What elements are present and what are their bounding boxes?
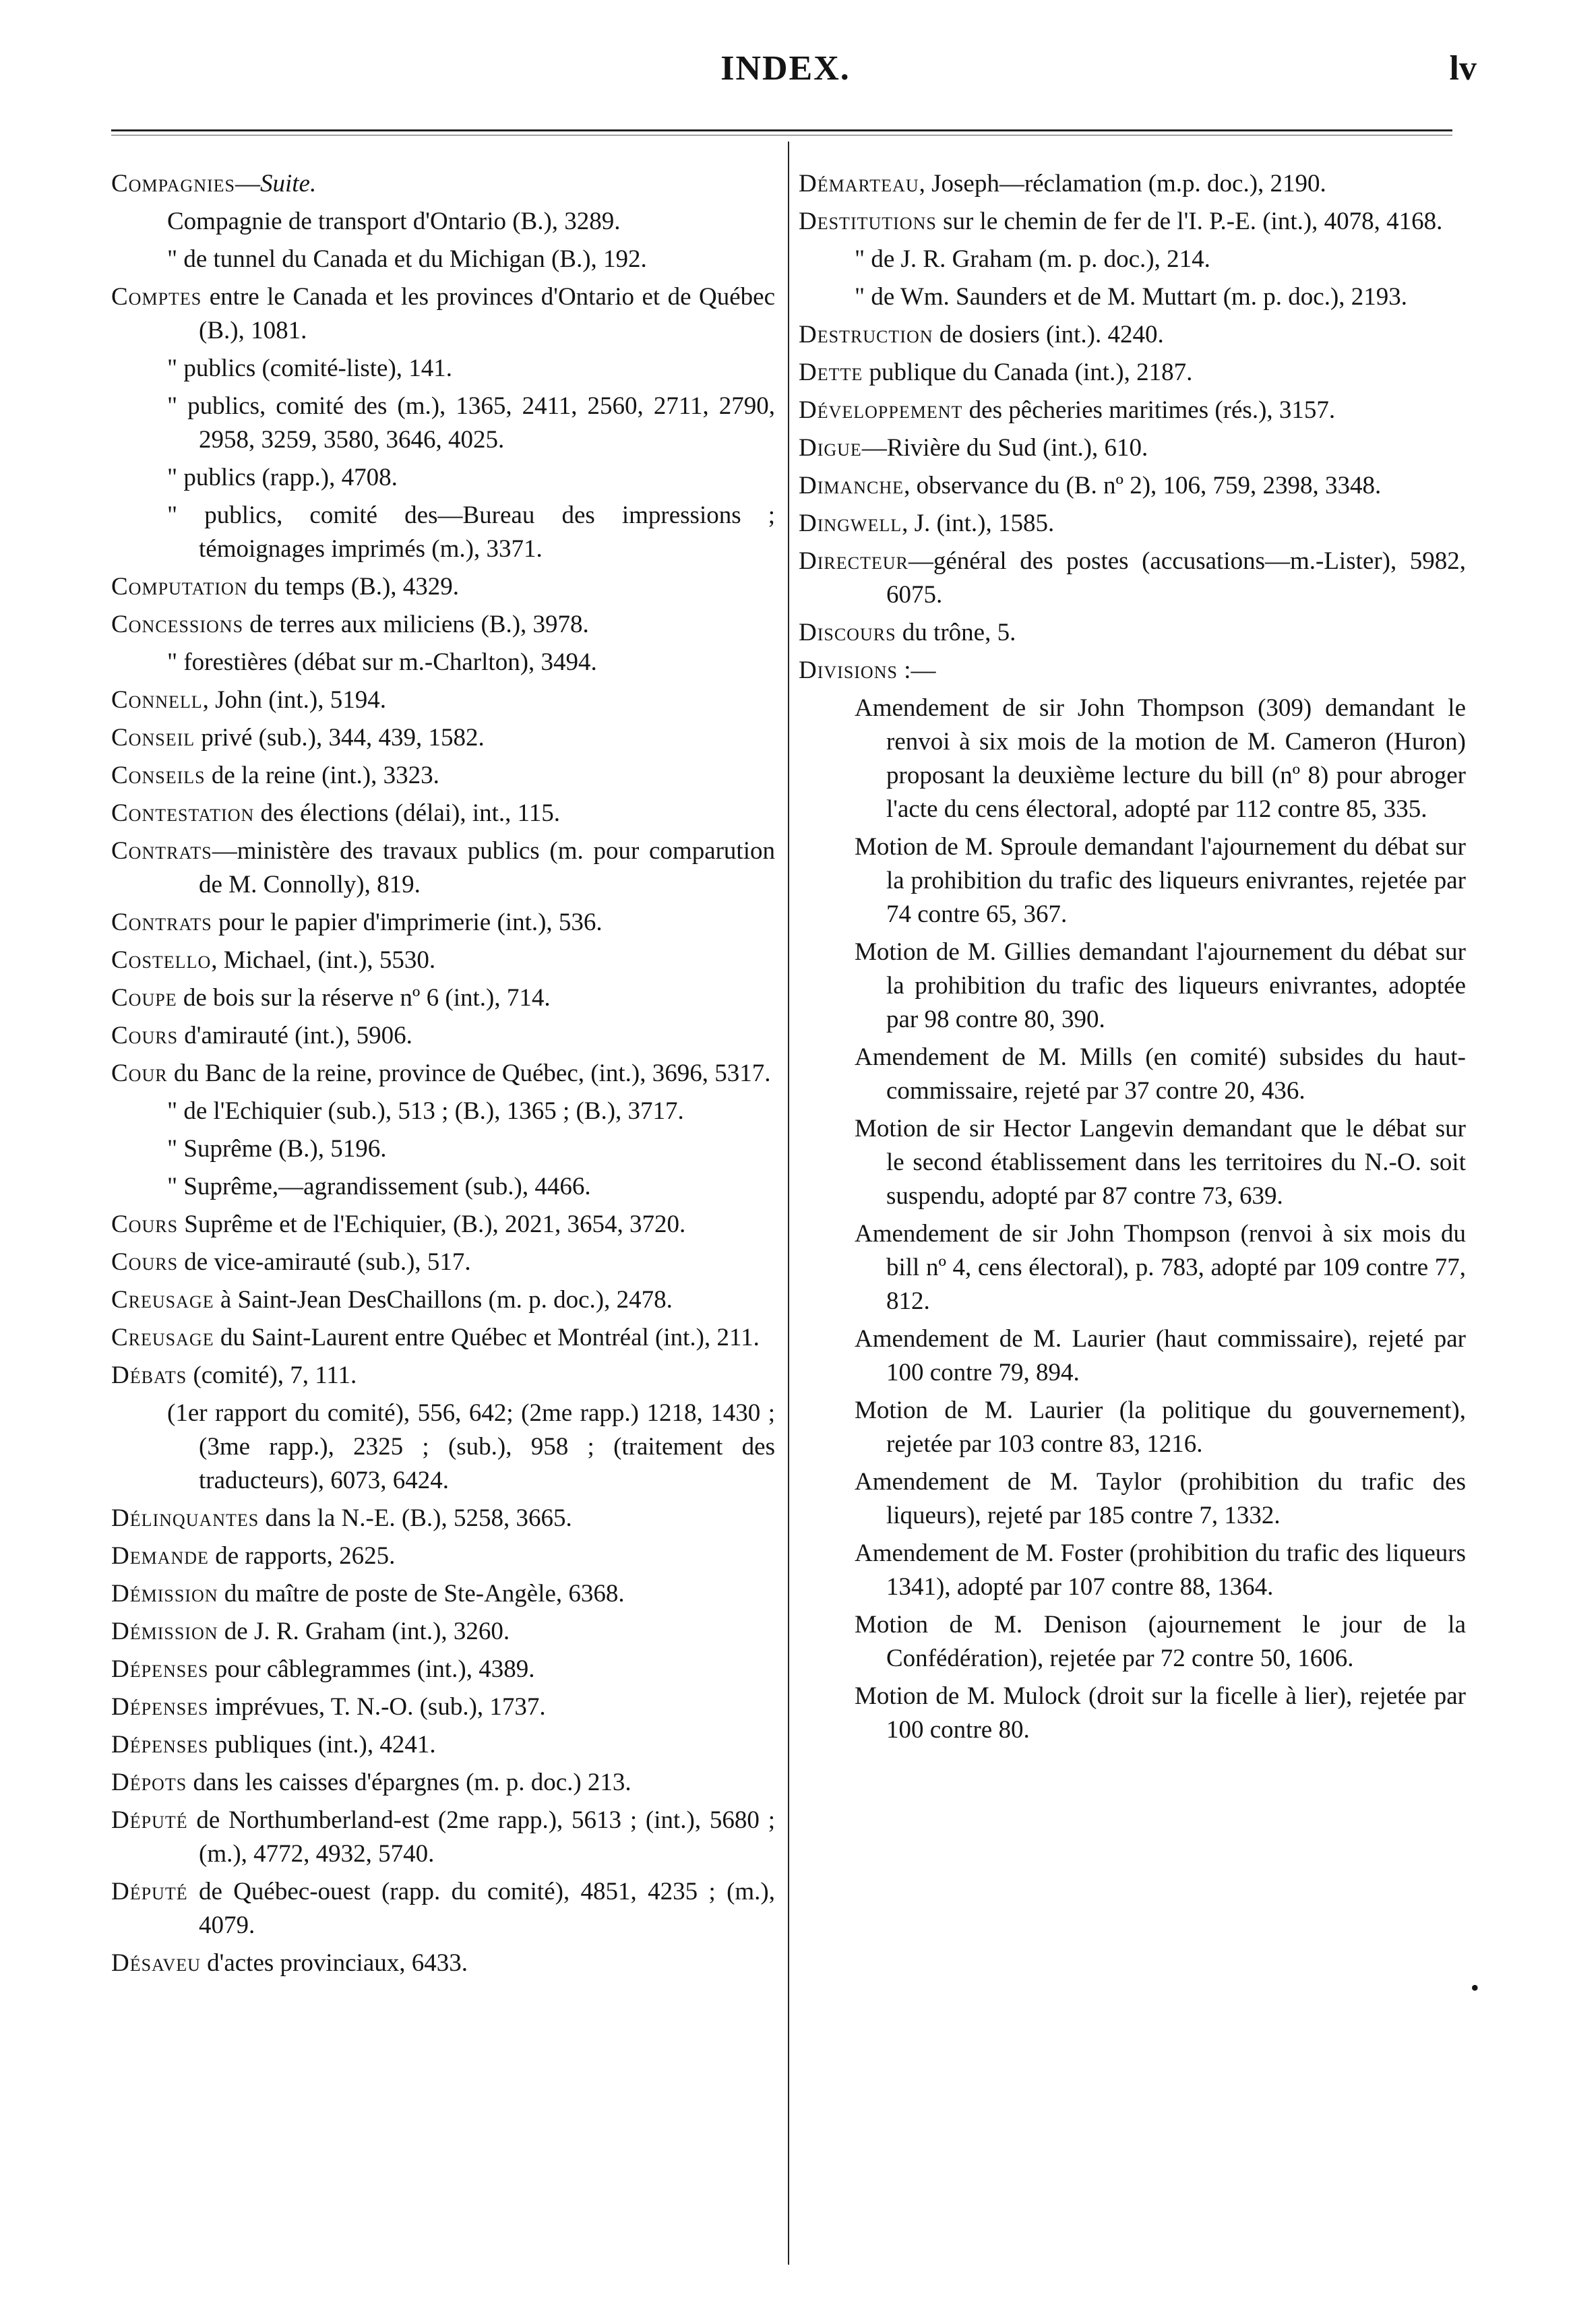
- entry-keyword: Destitutions: [799, 208, 937, 235]
- entry-text: dans les caisses d'épargnes (m. p. doc.) 213.: [187, 1769, 632, 1796]
- entry-keyword: Computation: [111, 573, 248, 601]
- right-column: [799, 167, 1466, 1751]
- entry-keyword: Cour: [111, 1060, 168, 1087]
- entry-keyword: Dépenses: [111, 1655, 209, 1683]
- entry-text: du maître de poste de Ste-Angèle, 6368.: [218, 1580, 625, 1608]
- entry-keyword: Discours: [799, 619, 896, 646]
- entry-keyword: Conseils: [111, 762, 206, 789]
- index-entry: [111, 944, 775, 977]
- entry-text: —ministère des travaux publics (m. pour comparution de M. Connolly), 819.: [199, 837, 775, 898]
- index-entry: [799, 469, 1466, 503]
- index-entry: [111, 461, 775, 495]
- index-entry: [111, 352, 775, 386]
- index-entry: [111, 570, 775, 604]
- entry-text: pour le papier d'imprimerie (int.), 536.: [212, 909, 603, 936]
- entry-text: des élections (délai), int., 115.: [254, 799, 561, 827]
- entry-text: dans la N.-E. (B.), 5258, 3665.: [259, 1504, 572, 1532]
- index-entry: [799, 431, 1466, 465]
- entry-text: Amendement de M. Mills (en comité) subsides du haut-commissaire, rejeté par 37 contre 20, 436.: [855, 1043, 1466, 1105]
- index-entry: [111, 797, 775, 830]
- index-entry: [111, 1539, 775, 1573]
- column-divider: [788, 142, 789, 2265]
- index-entry: [799, 654, 1466, 687]
- index-entry: [111, 1019, 775, 1053]
- entry-text: publique du Canada (int.), 2187.: [863, 359, 1193, 386]
- entry-text: :—: [897, 656, 936, 684]
- entry-text: , Michael, (int.), 5530.: [211, 946, 436, 974]
- division-entry: [799, 1112, 1466, 1213]
- division-entry: [799, 1537, 1466, 1604]
- index-entry: [111, 981, 775, 1015]
- entry-keyword: Démission: [111, 1618, 218, 1645]
- entry-text: Motion de M. Gillies demandant l'ajournement du débat sur la prohibition du trafic des liqueurs enivrantes, adoptée par 98 contre 80, 390.: [855, 938, 1466, 1033]
- index-entry: [799, 167, 1466, 201]
- index-entry: [111, 1132, 775, 1166]
- entry-text: Motion de M. Denison (ajournement le jour de la Confédération), rejetée par 72 contre 50, 1606.: [855, 1611, 1466, 1672]
- index-entry: [111, 608, 775, 642]
- entry-text: —général des postes (accusations—m.-Lister), 5982, 6075.: [886, 547, 1466, 609]
- index-entry: [111, 1615, 775, 1649]
- entry-keyword: Concessions: [111, 611, 244, 638]
- left-column: [111, 167, 775, 1984]
- entry-keyword: Compagnies: [111, 170, 235, 197]
- entry-text: du Saint-Laurent entre Québec et Montréal (int.), 211.: [214, 1324, 760, 1351]
- entry-keyword: Comptes: [111, 283, 202, 311]
- entry-keyword: Cours: [111, 1248, 179, 1276]
- entry-text: de vice-amirauté (sub.), 517.: [178, 1248, 471, 1276]
- entry-text: " publics (comité-liste), 141.: [167, 355, 453, 382]
- entry-keyword: Creusage: [111, 1324, 214, 1351]
- entry-keyword: Désaveu: [111, 1949, 201, 1977]
- entry-text: privé (sub.), 344, 439, 1582.: [195, 724, 485, 752]
- entry-text: " de tunnel du Canada et du Michigan (B.), 192.: [167, 245, 647, 273]
- index-entry: [799, 545, 1466, 612]
- entry-text: , observance du (B. nº 2), 106, 759, 2398, 3348.: [904, 472, 1382, 499]
- index-entry: [111, 1653, 775, 1686]
- entry-text: de dosiers (int.). 4240.: [933, 321, 1164, 348]
- index-entry: [799, 318, 1466, 352]
- entry-text: Amendement de M. Foster (prohibition du trafic des liqueurs 1341), adopté par 107 contre 88, 1364.: [855, 1539, 1466, 1601]
- index-entry: [799, 243, 1466, 276]
- division-entry: [799, 1041, 1466, 1108]
- entry-text: Motion de M. Sproule demandant l'ajournement du débat sur la prohibition du trafic des liqueurs enivrantes, rejetée par 74 contre 65, 367.: [855, 833, 1466, 928]
- entry-keyword: Costello: [111, 946, 212, 974]
- entry-keyword: Dette: [799, 359, 863, 386]
- entry-text: sur le chemin de fer de l'I. P.-E. (int.), 4078, 4168.: [936, 208, 1443, 235]
- index-entry: [111, 499, 775, 566]
- division-entry: [799, 1680, 1466, 1747]
- entry-text: de Québec-ouest (rapp. du comité), 4851, 4235 ; (m.), 4079.: [187, 1878, 775, 1939]
- index-entry: [799, 507, 1466, 541]
- index-entry: [111, 1875, 775, 1943]
- header-rule: [111, 129, 1452, 131]
- entry-keyword: Développement: [799, 396, 963, 424]
- entry-text: à Saint-Jean DesChaillons (m. p. doc.), 2478.: [214, 1286, 673, 1314]
- index-entry: [111, 1321, 775, 1355]
- index-entry: [111, 1170, 775, 1204]
- entry-text: du trône, 5.: [896, 619, 1016, 646]
- index-entry: [111, 1766, 775, 1800]
- index-entry: [111, 759, 775, 793]
- entry-text: des pêcheries maritimes (rés.), 3157.: [962, 396, 1336, 424]
- index-entry: [111, 683, 775, 717]
- entry-text: , John (int.), 5194.: [202, 686, 387, 714]
- index-entry: [111, 646, 775, 679]
- entry-text: Amendement de M. Laurier (haut commissaire), rejeté par 100 contre 79, 894.: [855, 1325, 1466, 1386]
- entry-keyword: Démarteau: [799, 170, 919, 197]
- entry-keyword: Contestation: [111, 799, 255, 827]
- entry-keyword: Creusage: [111, 1286, 214, 1314]
- entry-keyword: Dépenses: [111, 1693, 209, 1721]
- entry-keyword: Cours: [111, 1211, 179, 1238]
- entry-text: " de J. R. Graham (m. p. doc.), 214.: [855, 245, 1210, 273]
- bullet-mark: •: [1471, 1974, 1479, 2001]
- entry-text: du temps (B.), 4329.: [247, 573, 460, 601]
- entry-keyword: Dingwell: [799, 510, 902, 537]
- index-entry: [111, 167, 775, 201]
- entry-keyword: Cours: [111, 1022, 179, 1049]
- entry-text: " Suprême,—agrandissement (sub.), 4466.: [167, 1173, 591, 1200]
- index-entry: [111, 721, 775, 755]
- division-entry: [799, 1217, 1466, 1318]
- entry-text: entre le Canada et les provinces d'Ontario et de Québec (B.), 1081.: [199, 283, 775, 344]
- entry-text: Motion de sir Hector Langevin demandant que le débat sur le second établissement dans les territoires du N.-O. soit suspendu, adopté par 87 contre 73, 639.: [855, 1115, 1466, 1210]
- index-entry: [111, 1283, 775, 1317]
- entry-keyword: Conseil: [111, 724, 195, 752]
- entry-keyword: Dépots: [111, 1769, 187, 1796]
- entry-text: Amendement de sir John Thompson (renvoi à six mois du bill nº 4, cens électoral), p. 783, adopté par 109 contre 77, 812.: [855, 1220, 1466, 1315]
- entry-text: de rapports, 2625.: [208, 1542, 396, 1570]
- index-entry: [111, 280, 775, 348]
- index-entry: [799, 356, 1466, 390]
- index-entry: [111, 1577, 775, 1611]
- division-entry: [799, 1608, 1466, 1676]
- entry-keyword: Dimanche: [799, 472, 904, 499]
- entry-text: " publics, comité des—Bureau des impressions ; témoignages imprimés (m.), 3371.: [167, 501, 775, 563]
- entry-text: " forestières (débat sur m.-Charlton), 3494.: [167, 648, 597, 676]
- index-entry: [111, 205, 775, 239]
- index-entry: [111, 906, 775, 940]
- entry-text: Suprême et de l'Echiquier, (B.), 2021, 3654, 3720.: [178, 1211, 686, 1238]
- entry-keyword: Député: [111, 1806, 188, 1834]
- entry-keyword: Connell: [111, 686, 203, 714]
- entry-keyword: Destruction: [799, 321, 933, 348]
- page-title: INDEX.: [720, 49, 851, 88]
- index-entry: [111, 834, 775, 902]
- index-entry: [111, 1397, 775, 1498]
- entry-text: du Banc de la reine, province de Québec, (int.), 3696, 5317.: [167, 1060, 771, 1087]
- entry-text: de bois sur la réserve nº 6 (int.), 714.: [177, 984, 551, 1012]
- index-entry: [111, 1359, 775, 1393]
- entry-text: , J. (int.), 1585.: [902, 510, 1055, 537]
- entry-keyword: Coupe: [111, 984, 177, 1012]
- entry-text: de terres aux miliciens (B.), 3978.: [243, 611, 589, 638]
- division-entry: [799, 692, 1466, 826]
- entry-text: " de Wm. Saunders et de M. Muttart (m. p. doc.), 2193.: [855, 283, 1408, 311]
- entry-text: de Northumberland-est (2me rapp.), 5613 ; (int.), 5680 ; (m.), 4772, 4932, 5740.: [187, 1806, 775, 1868]
- division-entry: [799, 1465, 1466, 1533]
- index-entry: [799, 394, 1466, 427]
- entry-keyword: Député: [111, 1878, 188, 1905]
- entry-text: " de l'Echiquier (sub.), 513 ; (B.), 1365 ; (B.), 3717.: [167, 1097, 684, 1125]
- entry-text: pour câblegrammes (int.), 4389.: [208, 1655, 535, 1683]
- entry-text: Amendement de sir John Thompson (309) demandant le renvoi à six mois de la motion de M. Cameron (Huron) proposant la deuxième lecture du bill (nº 8) pour abroger l'acte du cens électoral, adopté par 112 contre 85, 335.: [855, 694, 1466, 823]
- index-entry: [111, 390, 775, 457]
- entry-text: d'amirauté (int.), 5906.: [178, 1022, 412, 1049]
- index-entry: [799, 280, 1466, 314]
- index-entry: [111, 1246, 775, 1279]
- division-entry: [799, 830, 1466, 931]
- division-entry: [799, 1322, 1466, 1390]
- entry-text: " publics, comité des (m.), 1365, 2411, 2560, 2711, 2790, 2958, 3259, 3580, 3646, 4025.: [167, 392, 775, 454]
- index-entry: [111, 1208, 775, 1242]
- index-entry: [111, 243, 775, 276]
- index-entry: [111, 1690, 775, 1724]
- index-entry: [799, 205, 1466, 239]
- page-number: lv: [1449, 49, 1477, 88]
- entry-text: (1er rapport du comité), 556, 642; (2me rapp.) 1218, 1430 ; (3me rapp.), 2325 ; (sub.), 958 ; (traitement des traducteurs), 6073, 6424.: [167, 1399, 775, 1494]
- entry-keyword: Délinquantes: [111, 1504, 259, 1532]
- entry-text: , Joseph—réclamation (m.p. doc.), 2190.: [919, 170, 1326, 197]
- entry-keyword: Contrats: [111, 837, 212, 865]
- entry-text: " publics (rapp.), 4708.: [167, 464, 398, 491]
- entry-keyword: Directeur: [799, 547, 908, 575]
- index-entry: [111, 1502, 775, 1535]
- entry-text: " Suprême (B.), 5196.: [167, 1135, 387, 1163]
- index-entry: [111, 1947, 775, 1980]
- index-entry: [111, 1095, 775, 1128]
- division-entry: [799, 936, 1466, 1037]
- index-entry: [111, 1057, 775, 1091]
- index-entry: [111, 1728, 775, 1762]
- entry-keyword: Demande: [111, 1542, 209, 1570]
- entry-text: —: [235, 170, 260, 197]
- division-entry: [799, 1394, 1466, 1461]
- entry-text: Amendement de M. Taylor (prohibition du trafic des liqueurs), rejeté par 185 contre 7, 1332.: [855, 1468, 1466, 1529]
- entry-keyword: Divisions: [799, 656, 898, 684]
- entry-text: (comité), 7, 111.: [187, 1362, 357, 1389]
- entry-text: —Rivière du Sud (int.), 610.: [861, 434, 1148, 462]
- entry-keyword: Débats: [111, 1362, 187, 1389]
- entry-continuation: Suite.: [259, 170, 317, 197]
- entry-text: Motion de M. Mulock (droit sur la ficelle à lier), rejetée par 100 contre 80.: [855, 1682, 1466, 1744]
- entry-keyword: Dépenses: [111, 1731, 209, 1759]
- entry-text: d'actes provinciaux, 6433.: [200, 1949, 468, 1977]
- entry-keyword: Contrats: [111, 909, 212, 936]
- entry-keyword: Démission: [111, 1580, 218, 1608]
- index-entry: [111, 1804, 775, 1871]
- entry-keyword: Digue: [799, 434, 862, 462]
- index-entry: [799, 616, 1466, 650]
- entry-text: publiques (int.), 4241.: [208, 1731, 436, 1759]
- entry-text: de la reine (int.), 3323.: [205, 762, 439, 789]
- entry-text: Motion de M. Laurier (la politique du gouvernement), rejetée par 103 contre 83, 1216.: [855, 1397, 1466, 1458]
- entry-text: de J. R. Graham (int.), 3260.: [218, 1618, 510, 1645]
- entry-text: imprévues, T. N.-O. (sub.), 1737.: [208, 1693, 546, 1721]
- entry-text: Compagnie de transport d'Ontario (B.), 3289.: [167, 208, 621, 235]
